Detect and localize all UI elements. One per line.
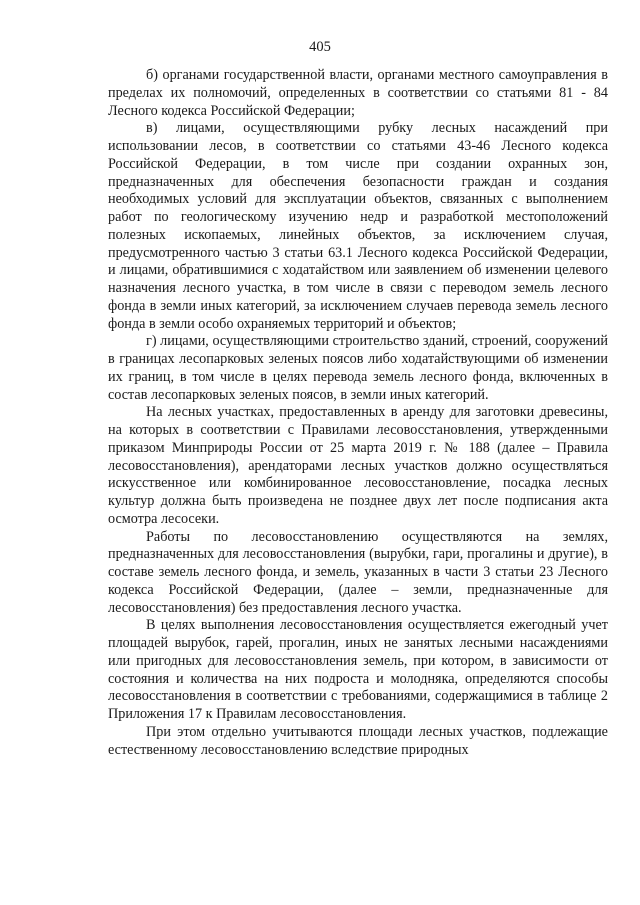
paragraph-item-v: в) лицами, осуществляющими рубку лесных насаждений при использовании лесов, в соответствии со статьями 43-46 Лесного кодекса Российской Федерации, в том числе при создании охранных зон, предназначенных для обеспечения безопасности граждан и создания необходимых условий для эксплуатации объектов, связанных с выполнением работ по геологическому изучению недр и разработкой местоположений полезных ископаемых, линейных объектов, за исключением случая, предусмотренного частью 3 статьи 63.1 Лесного кодекса Российской Федерации, и лицами, обратившимися с ходатайством или заявлением об изменении целевого назначения лесного участка, в том числе в связи с переводом земель лесного фонда в земли иных категорий, за исключением случаев перевода земель лесного фонда в земли особо охраняемых территорий и объектов;	[108, 120, 608, 332]
page-number: 405	[309, 39, 331, 55]
paragraph-item-g: г) лицами, осуществляющими строительство зданий, строений, сооружений в границах лесопарковых зеленых поясов либо ходатайствующими об изменении их границ, в том числе в целях перевода земель лесного фонда, включенных в состав лесопарковых зеленых поясов, в земли иных категорий.	[108, 333, 608, 403]
document-body	[108, 67, 608, 759]
paragraph-leased-plots: На лесных участках, предоставленных в аренду для заготовки древесины, на которых в соответствии с Правилами лесовосстановления, утвержденными приказом Минприроды России от 25 марта 2019 г. № 188 (далее – Правила лесовосстановления), арендаторами лесных участков должно осуществляться искусственное или комбинированное лесовосстановление, посадка лесных культур должна быть произведена не позднее двух лет после подписания акта осмотра лесосеки.	[108, 404, 608, 527]
paragraph-natural-reforestation: При этом отдельно учитываются площади лесных участков, подлежащие естественному лесовосстановлению вследствие природных	[108, 723, 608, 758]
paragraph-reforestation-works: Работы по лесовосстановлению осуществляются на землях, предназначенных для лесовосстановления (вырубки, гари, прогалины и другие), в составе земель лесного фонда, и земель, указанных в части 3 статьи 23 Лесного кодекса Российской Федерации, (далее – земли, предназначенные для лесовосстановления) без предоставления лесного участка.	[108, 528, 608, 616]
paragraph-item-b: б) органами государственной власти, органами местного самоуправления в пределах их полномочий, определенных в соответствии со статьями 81 - 84 Лесного кодекса Российской Федерации;	[108, 67, 608, 119]
paragraph-annual-accounting: В целях выполнения лесовосстановления осуществляется ежегодный учет площадей вырубок, гарей, прогалин, иных не занятых лесными насаждениями или пригодных для лесовосстановления земель, при котором, в зависимости от состояния и количества на них подроста и молодняка, определяются способы лесовосстановления в соответствии с требованиями, содержащимися в таблице 2 Приложения 17 к Правилам лесовосстановления.	[108, 617, 608, 722]
